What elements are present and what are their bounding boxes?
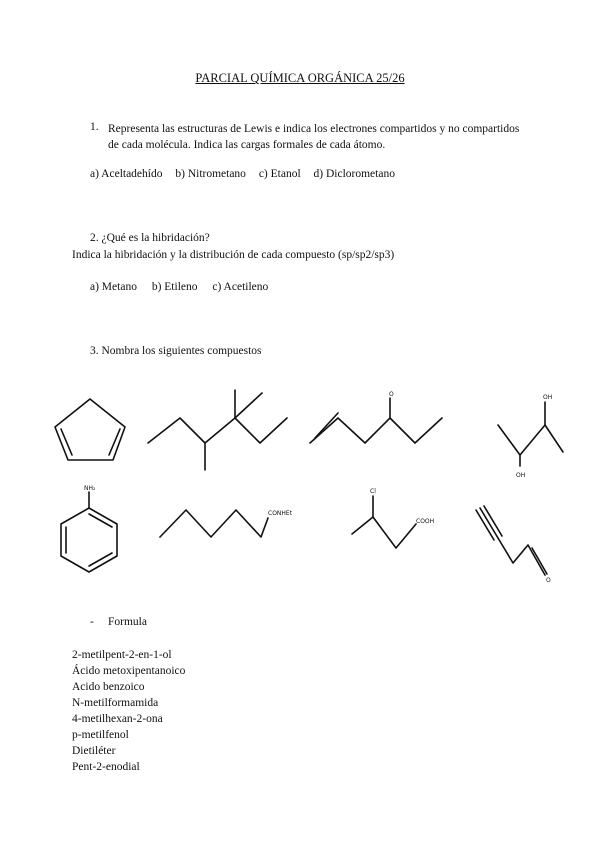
aldehyde-oxygen-label: O [546,577,551,584]
question-1-number: 1. [90,121,99,133]
formula-heading: Formula [108,616,147,628]
formula-item: Pent-2-enodial [72,761,140,773]
ketone-oxygen-label: O [389,391,394,398]
q2-option-c: c) Acetileno [212,281,269,293]
q1-option-d: d) Diclorometano [313,168,395,180]
structure-chloro-acid [352,488,434,548]
q2-option-a: a) Metano [90,281,137,293]
q2-option-b: b) Etileno [151,281,198,293]
amide-label: CONHEt [268,510,293,517]
structure-diol [498,394,563,479]
formula-item: p-metilfenol [72,729,129,741]
formula-item: Acido benzoico [72,681,145,693]
nh2-label: NH₂ [84,485,96,492]
question-1-text: Representa las estructuras de Lewis e indica los electrones compartidos y no compartidos de cada molécula. Indica las cargas formales de cada átomo. [108,123,520,151]
formula-item: 4-metilhexan-2-ona [72,713,163,725]
cooh-label: COOH [416,518,435,525]
formula-bullet: - [90,616,94,628]
q1-option-a: a) Aceltadehído [90,168,163,180]
oh-top-label: OH [543,394,553,401]
formula-item: Dietiléter [72,745,116,757]
formula-item: 2-metilpent-2-en-1-ol [72,649,172,661]
structure-aniline [61,485,117,572]
q1-option-b: b) Nitrometano [175,168,246,180]
question-2-title: 2. ¿Qué es la hibridación? [90,232,210,244]
formula-item: Ácido metoxipentanoico [72,665,186,677]
structure-branched-alkane [148,390,287,470]
question-3-text: 3. Nombra los siguientes compuestos [90,345,262,357]
structure-enone [310,391,442,443]
question-2-text: Indica la hibridación y la distribución de cada compuesto (sp/sp2/sp3) [72,249,395,261]
structure-alkyne-aldehyde [476,506,551,584]
oh-bottom-label: OH [516,472,526,479]
cl-label: Cl [370,488,376,495]
formula-item: N-metilformamida [72,697,159,709]
q1-option-c: c) Etanol [258,168,301,180]
page-title: PARCIAL QUÍMICA ORGÁNICA 25/26 [195,71,405,85]
formula-list [72,647,185,775]
structure-cyclopentadiene [55,399,125,460]
structure-amide [160,510,293,537]
